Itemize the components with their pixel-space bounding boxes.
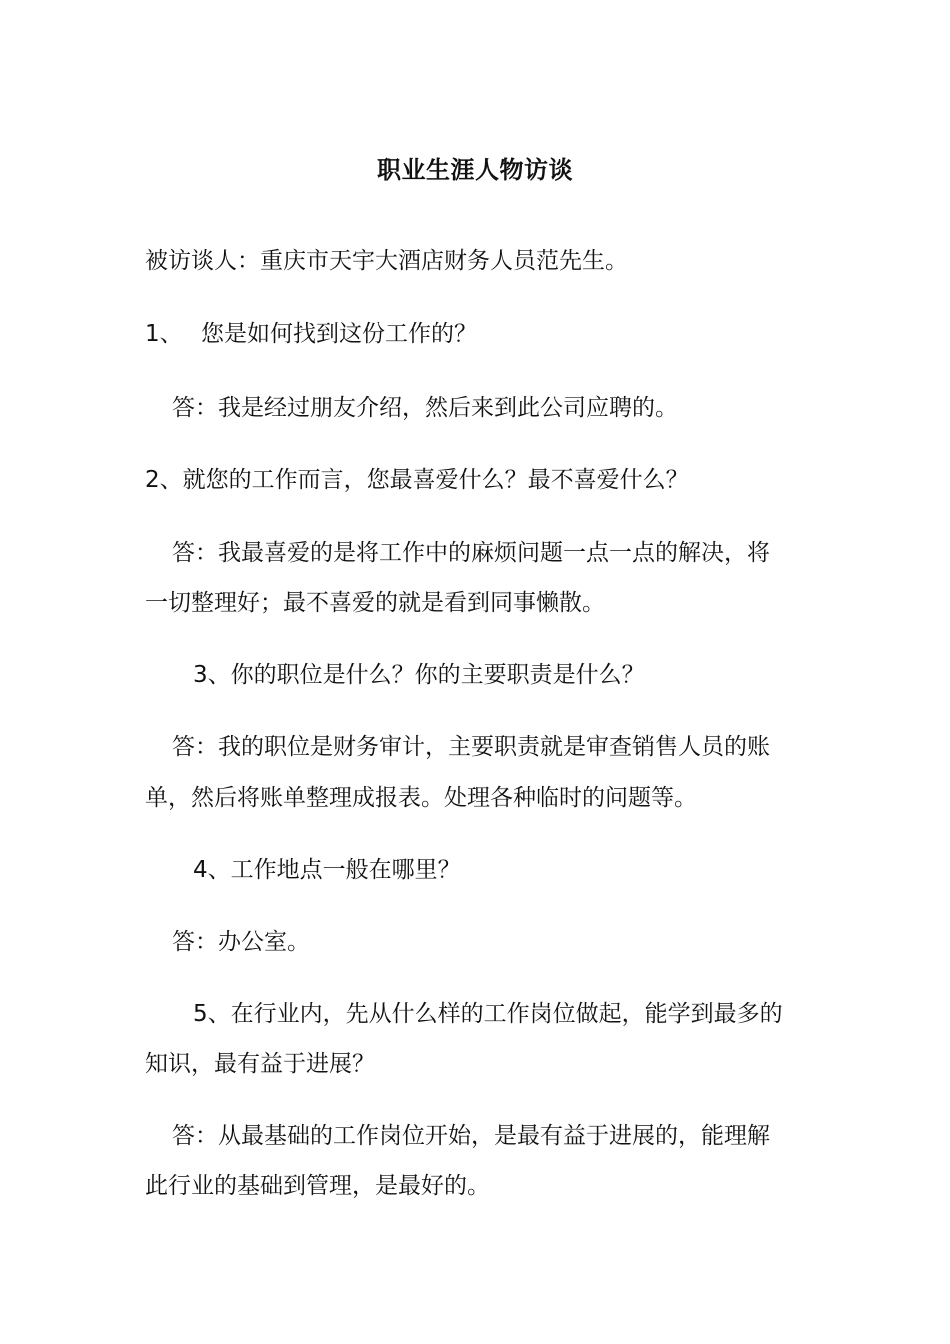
question-1-number: 1、	[145, 321, 183, 347]
question-2: 2、就您的工作而言，您最喜爱什么？最不喜爱什么？	[145, 467, 689, 493]
interviewee-line: 被访谈人：重庆市天宇大酒店财务人员范先生。	[145, 248, 628, 274]
answer-5-line-2: 此行业的基础到管理，是最好的。	[145, 1173, 490, 1199]
page-title: 职业生涯人物访谈	[377, 155, 573, 184]
question-1	[145, 317, 477, 351]
answer-5-line-1: 答：从最基础的工作岗位开始，是最有益于进展的，能理解	[172, 1123, 770, 1149]
answer-2-line-1: 答：我最喜爱的是将工作中的麻烦问题一点一点的解决，将	[172, 540, 770, 566]
answer-3-line-2: 单，然后将账单整理成报表。处理各种临时的问题等。	[145, 785, 697, 811]
question-5-line-2: 知识，最有益于进展？	[145, 1051, 375, 1077]
answer-1: 答：我是经过朋友介绍，然后来到此公司应聘的。	[172, 395, 678, 421]
answer-3-line-1: 答：我的职位是财务审计，主要职责就是审查销售人员的账	[172, 734, 770, 760]
question-5-line-1: 5、在行业内，先从什么样的工作岗位做起，能学到最多的	[193, 1001, 783, 1027]
question-3: 3、你的职位是什么？你的主要职责是什么？	[193, 662, 645, 688]
question-4: 4、工作地点一般在哪里？	[193, 857, 461, 883]
answer-2-line-2: 一切整理好；最不喜爱的就是看到同事懒散。	[145, 590, 605, 616]
answer-4: 答：办公室。	[172, 929, 310, 955]
question-1-text: 您是如何找到这份工作的？	[201, 321, 477, 347]
